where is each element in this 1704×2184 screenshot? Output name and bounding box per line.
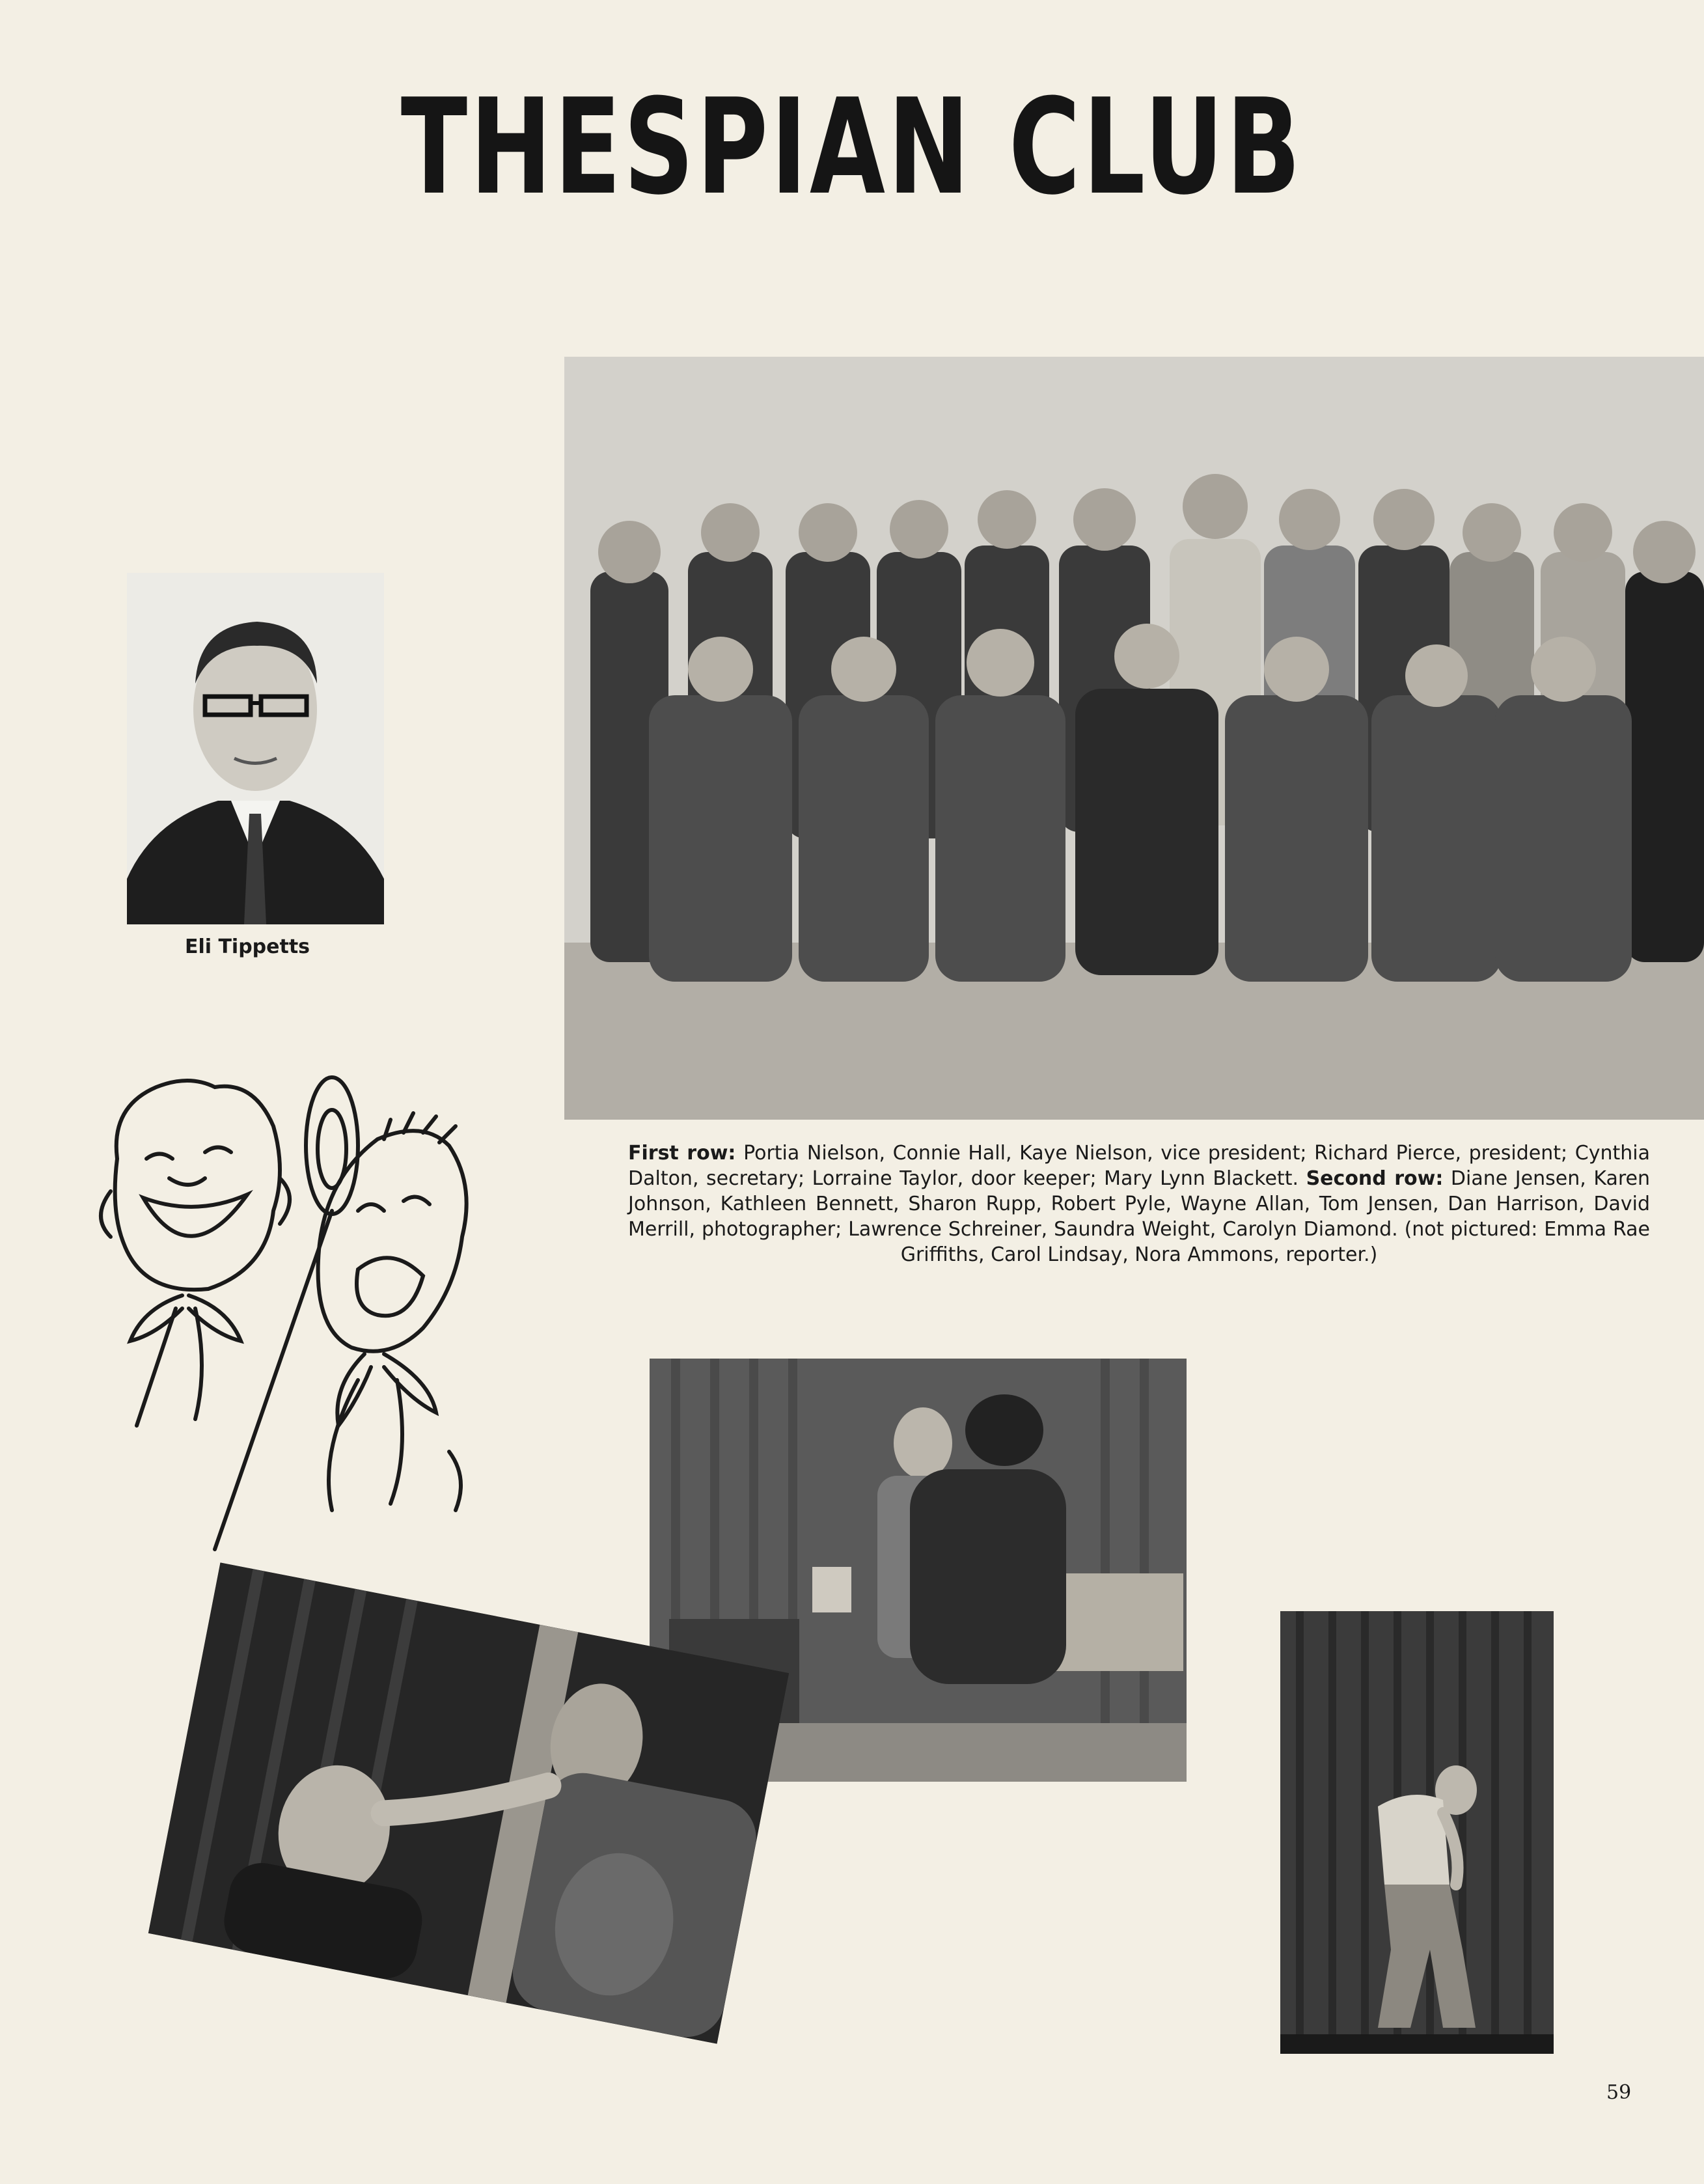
second-row-names: Diane Jensen, Karen Johnson, Kathleen Bennett, Sharon Rupp, Robert Pyle, Wayne Allan, Tom Jensen, Dan Harrison, David Merrill, photographer; Lawrence Schreiner, Saundra Weight, Carolyn Diamond. (not pictured: Emma Rae Griffiths, Carol Lindsay, Nora Ammons, reporter.) (628, 1167, 1650, 1266)
comedy-tragedy-masks-drawing (85, 1061, 501, 1569)
first-row-label: First row: (628, 1142, 736, 1165)
advisor-portrait (127, 573, 384, 924)
group-photo-caption (628, 1140, 1650, 1267)
second-row-label: Second row: (1306, 1167, 1444, 1190)
stage-performer-photo (1280, 1611, 1554, 2054)
advisor-name: Eli Tippetts (184, 935, 310, 958)
first-row-names: Portia Nielson, Connie Hall, Kaye Nielson, vice president; Richard Pierce, president; Cynthia Dalton, secretary; Lorraine Taylor, door keeper; Mary Lynn Blackett. (628, 1142, 1650, 1190)
page-title: THESPIAN CLUB (400, 71, 1304, 225)
group-photo (564, 357, 1704, 1120)
page-number: 59 (1606, 2081, 1632, 2104)
